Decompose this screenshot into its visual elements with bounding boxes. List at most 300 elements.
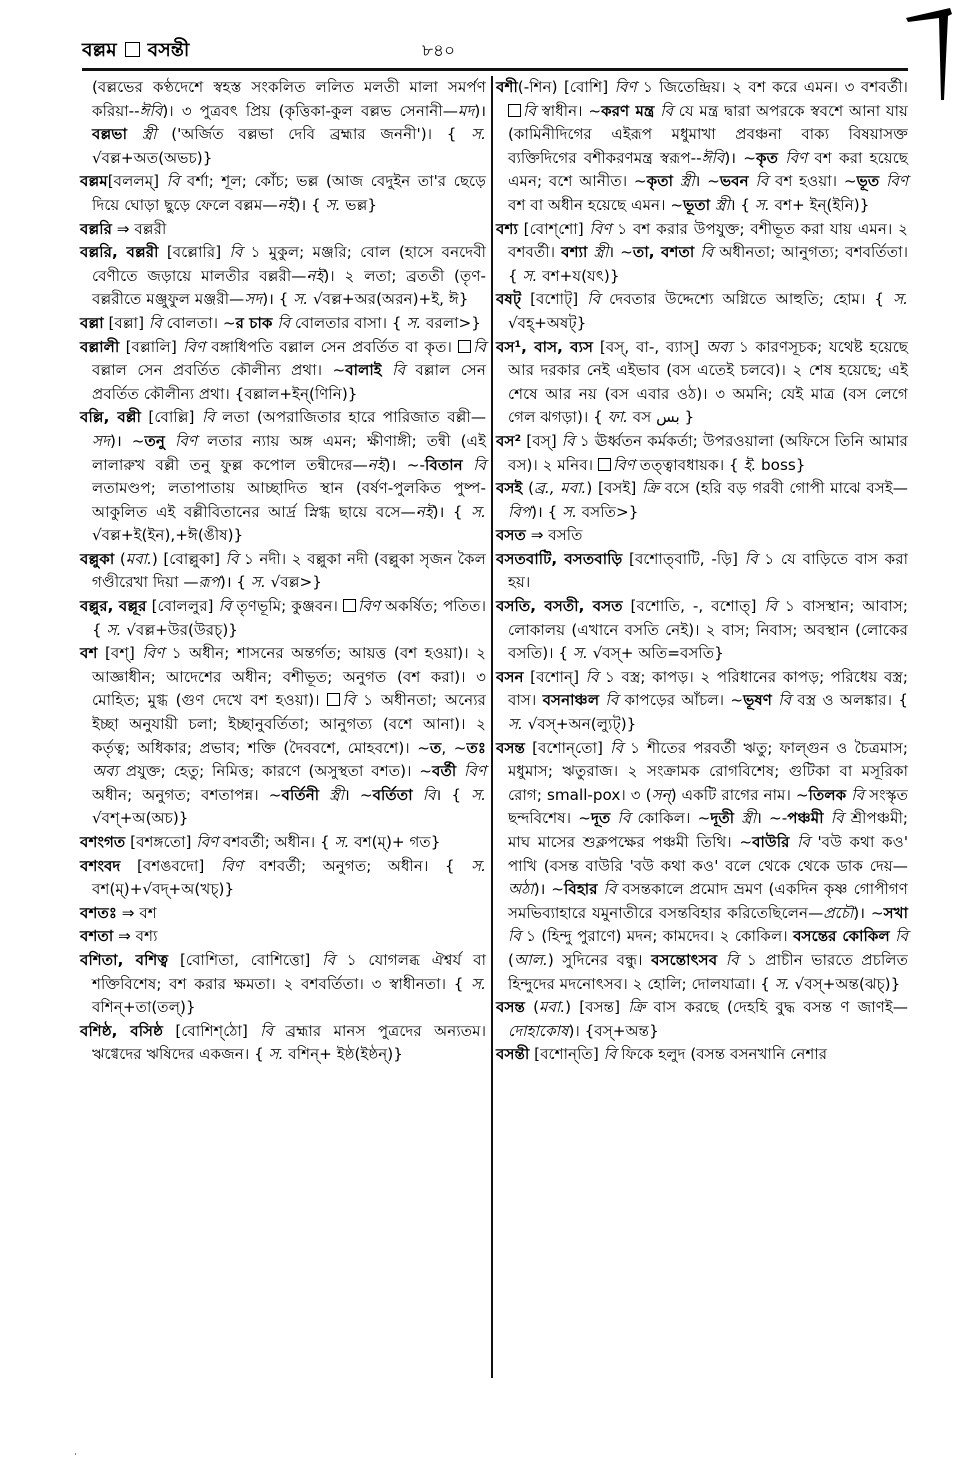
definition-text: [বস্, বা-, ব্যাস্] [593,337,707,356]
definition-text: [বশোট্] [521,290,588,309]
grammar-label: বি [225,549,239,568]
definition-text: [বশোন্‌তো] [524,738,611,757]
definition-text: )। ৩ পুত্রবৎ প্রিয় (কৃত্তিকা-কুল বল্লভ সেনানী— [162,101,458,120]
grammar-label: বি [744,549,758,568]
definition-text: বশ বা অধীন হয়েছে এমন। ~ [508,195,684,214]
definition-text: √বস্+অন(ল্যুট্)} [522,715,637,734]
grammar-label: স. [471,502,487,521]
headword: বসন্তের কোকিল [793,927,890,946]
definition-text: (-শিন) [বোশি] [517,78,615,96]
sense-box-icon [343,599,356,612]
dictionary-entry [80,218,486,242]
definition-text: বোলতা। ~ [161,313,236,332]
definition-text: বোলতার বাসা। { [290,313,407,332]
grammar-label: নই [367,455,385,474]
dictionary-entry [496,666,908,737]
left-column [80,76,486,1067]
grammar-label: বি [342,691,356,710]
thumb-index-bracket-icon [904,4,954,104]
sense-box-icon [508,104,521,117]
definition-text: ⇒ বশ্য [113,927,158,946]
definition-text: ('অর্জিত বল্লভা দেবি ব্রহ্মার জননী')। { [156,125,472,144]
dictionary-entry [80,241,486,312]
grammar-label: স. [471,125,487,144]
grammar-label: ফা. [607,408,628,427]
headword: বসন [496,667,524,686]
definition-text: ) [বসন্ত] [565,998,629,1017]
headword: বর্তী [432,762,457,781]
dictionary-entry [80,76,486,170]
definition-text: ⇒ বশ [116,903,157,922]
grammar-label: অব্য [706,337,733,356]
grammar-label: স. [893,290,909,309]
definition-text: [বশোন্] [523,667,586,686]
definition-text: বশ(ম্)+√বদ্+অ(খচ্)} [92,880,235,899]
dictionary-entry [80,642,486,831]
definition-text: √বল্ল>} [265,573,322,592]
definition-text: [বোশ্‌শো] [517,219,590,238]
definition-text: ১ ঊর্ধ্বতন কর্মকর্তা; উপরওয়ালা (অফিসে তিনি আমার বস)। ২ মনিব। [508,431,908,474]
headword: বল্লম [80,172,108,191]
headword: বসতি, বসতী, বসত [496,597,623,616]
definition-text: বশ(ম্)+ গত} [349,833,441,851]
definition-text: √বল্ল+উর(উরচ্)} [121,620,238,639]
definition-text: [বোল্লি] [140,408,202,427]
definition-text: ) একটি রাগের নাম। ~ [670,785,809,804]
definition-text: ( [522,479,535,498]
dictionary-entry [80,831,486,855]
grammar-label: ক্রি [642,479,660,498]
dictionary-entry [496,430,908,477]
definition-text: বসে (হরি বড় গরবী গোপী মাঝে বসই— [659,479,908,498]
headword: বশিতা, বশিত্ব [80,950,169,969]
grammar-label: বি [508,927,521,946]
headword: বশতঃ [80,903,117,922]
definition-text: 'বউ কথা কও' পাখি (বসন্ত বাউরি 'বউ কথা কও' বলে থেকে থেকে ডাক দেয়— [508,833,908,875]
headword: বল্লালী [80,337,120,356]
headword: বল্লরি [80,219,112,238]
definition-text: কোকিল। ~ [630,809,711,828]
definition-text: অকর্ষিত; পতিত। { [92,597,487,639]
definition-text: ( [508,950,514,969]
dictionary-entry [80,336,486,407]
definition-text: তৃণভূমি; কুঞ্জবন। [231,597,343,616]
grammar-label: বি [260,1021,273,1040]
definition-text: [বল্লোরি] [158,243,230,262]
grammar-label: বিণ [614,78,637,96]
definition-text: । ~- [756,809,788,828]
dictionary-entry [496,595,908,666]
definition-text: । { [435,785,472,804]
headword: কৃতা [646,172,674,191]
definition-text: )। [474,101,486,120]
grammar-label: বি [585,667,599,686]
grammar-label: স. [406,313,422,332]
grammar-label: বি [587,290,601,309]
definition-text [610,809,617,827]
definition-text: স্বাধীন। ~ [535,101,602,120]
grammar-label: নই [277,195,295,214]
definition-text: [বস্] [521,431,562,450]
headword: বশিষ্ঠ, বসিষ্ঠ [80,1021,163,1040]
headword: ত [429,738,442,757]
definition-text: )। { [531,502,563,521]
definition-text [319,786,329,804]
grammar-label: বি [605,691,619,710]
definition-text [165,432,175,450]
grammar-label: স. [268,1045,284,1064]
definition-text [382,361,392,379]
dictionary-entry [496,996,908,1043]
dictionary-entry [496,737,908,997]
definition-text: প্রযুক্ত; হেতু; নিমিত্ত; কারণে (অসুস্থতা বশত)। ~ [118,762,432,781]
grammar-label: বিণ [196,833,219,851]
grammar-label: প্রচৌ [823,903,854,922]
grammar-label: বি [148,313,162,332]
headword: করণ মন্ত্র [601,101,655,120]
definition-text: লতামণ্ডপ; লতাপাতায় আচ্ছাদিত স্থান (বর্ষণ-পুলকিত পুষ্প-আকুলিত এই বল্লীবিতানের আর্দ্র স্নিগ্ধ ছায়ে বসে— [92,479,486,521]
definition-text: [বোশিশ্‌ঠো] [162,1021,261,1040]
headword: বশ্যা [561,243,588,262]
definition-text: বঙ্গাধিপতি বল্লাল সেন প্রবর্তিত বা কৃত। [205,337,459,356]
grammar-label: মদ [457,101,475,120]
dictionary-entry [80,902,486,926]
definition-text: বর্শা; শূল; কোঁচ; ভল্ল (আজ বেদুইন তা'র ছেড়ে দিয়ে ঘোড়া ছুড়ে ফেলে বল্লম— [92,172,486,214]
definition-text: বশবর্তী; অধীন। { [218,833,335,851]
grammar-label: বি [392,361,405,380]
grammar-label: বিণ [464,762,486,781]
grammar-label: স. [250,573,266,592]
definition-text [824,809,831,827]
definition-text: [বল্লা] [103,313,149,332]
header-rule [82,68,908,71]
grammar-label: মবা. [125,549,152,568]
definition-text: √বল্ল+ই(ইন),+ঈ(ঙীষ)} [92,526,244,545]
grammar-label: অব্য [92,762,119,781]
definition-text: ) সুদিনের বন্ধু। [547,950,652,969]
definition-text: [বশোতি, -, বশোত্] [622,597,765,616]
grammar-label: বি [851,785,865,804]
grammar-label: বি [764,597,778,616]
headword: বল্লুর, বল্লূর [80,597,147,616]
definition-text: ১ শীতের পরবর্তী ঋতু; ফাল্গুন ও চৈত্রমাস; মধুমাস; ঋতুরাজ। ২ সংক্রামক রোগবিশেষ; গুটিকা বা মসূরিকা রোগ; small-pox। ৩ ( [508,738,908,804]
grammar-label: বি [561,431,575,450]
headword: বশংগত [80,833,126,851]
grammar-label: স. [325,195,341,214]
headword: বল্লভা [92,125,127,144]
definition-text: ১ অধীন; শাসনের অন্তর্গত; আয়ত্ত (বশ হওয়া)। ২ আজ্ঞাধীন; আদেশের অধীন; বশীভূত; অনুগত (বশ করা)। ৩ মোহিত; মুগ্ধ (গুণ দেখে বশ হওয়া)। [92,644,486,710]
definition-text: বশিন্+ ইষ্ঠ(ইষ্ঠন্)} [283,1045,403,1064]
grammar-label: স. [106,620,122,639]
grammar-label: বি [610,738,623,757]
grammar-label: স্ত্রী [593,243,609,262]
definition-text: )। ~- [384,455,426,474]
definition-text: । ~ [344,785,373,804]
dictionary-entry [80,595,486,642]
grammar-label: স্ত্রী [715,195,730,214]
definition-text [673,172,680,190]
headword: বসন্ত [496,738,525,757]
definition-text: ১ নদী। ২ বল্লুকা নদী (বল্লুকা সৃজন কৈল গণ্ডীরেখা দিয়া — [92,549,486,592]
definition-text: [বশোন্‌তি] [529,1045,604,1064]
headword: কৃত [755,148,778,167]
headword: বিহার [564,880,598,899]
grammar-label: বিপ [508,502,532,521]
grammar-label: দোহাকোষ [508,1021,569,1040]
definition-text: )। ২ লতা; ব্রততী (তৃণ-বল্লরীতে মঞ্জুফুল মঞ্জরী— [92,266,486,309]
headword: ভূতা [683,195,711,214]
definition-text [463,456,474,474]
definition-text: বশ+য(যৎ)} [537,266,620,285]
dictionary-entry [496,336,908,430]
grammar-label: স. [562,502,577,521]
definition-text [789,833,797,851]
definition-text: √বস্+অন্ত(ঝচ্)} [789,974,901,993]
guide-separator-box-icon [125,42,140,57]
dictionary-entry [496,288,908,335]
headword: বষট্ [496,290,522,309]
definition-text: [বশঙ্গতো] [125,833,197,851]
definition-text: )। { [294,195,326,214]
definition-text: তত্ত্বাবধায়ক। { [634,455,744,474]
grammar-label: বি [895,927,909,946]
grammar-label: বিণ [612,455,635,474]
definition-text: )। { [219,573,251,592]
definition-text: লতার ন্যায় অঙ্গ এমন; ক্ষীণাঙ্গী; তন্বী (এই লালারুখ বল্লী তনু ফুল্ল কপোল তন্বীদের— [92,431,486,474]
headword: বসত [496,526,526,545]
definition-text: √বহ্+অষট্} [508,313,587,332]
grammar-label: স. [572,644,588,663]
definition-text: √বল্ল+অর(অরন)+ই, ঈ} [308,290,469,309]
grammar-label: বিণ [175,431,197,450]
definition-text: ১ প্রাচীন ভারতে প্রচলিত হিন্দুদের মদনোৎসব। ২ হোলি; দোলযাত্রা। { [508,950,908,993]
grammar-label: মবা. [539,998,566,1017]
definition-text: বশিন্+তা(তল্)} [92,998,196,1017]
definition-text [456,762,464,780]
grammar-label: বি [277,313,291,332]
definition-text: ( [524,998,540,1017]
grammar-label: ই. [743,455,757,474]
headword: ভবন [719,172,749,191]
headword: র চাক [235,313,273,332]
definition-text: দেবতার উদ্দেশ্যে অগ্নিতে আহুতি; হোম। { [600,290,894,309]
definition-text: [বোললুর] [146,597,219,616]
definition-text: )। ~ [853,903,884,922]
headword: বশতা [80,927,114,946]
definition-text: )। ~ [110,431,145,450]
definition-text: বল্লাল সেন প্রবর্তিত কৌলীন্য প্রথা। {বল্লাল+ইন্(ণিনি)} [92,361,486,403]
headword: বশী [496,78,518,96]
definition-text: বস্ত্র ও অলঙ্কার। { [791,691,909,710]
definition-text: বস بس } [627,408,695,427]
definition-text: ব্রহ্মার মানস পুত্রদের অন্যতম। ঋগ্বেদের ঋষিদের একজন। { [92,1021,486,1064]
definition-text: ফিকে হলুদ (বসন্ত বসনখানি নেশার [616,1045,828,1064]
headword: দূতী [710,809,735,828]
definition-text: ) [বোল্লুকা] [151,549,226,568]
grammar-label: বি [603,1045,617,1064]
grammar-label: বি [778,691,792,710]
dictionary-entry [496,218,908,289]
guide-words [82,36,189,68]
definition-text: ⇒ বল্লরী [111,219,167,238]
grammar-label: বি [700,243,714,262]
grammar-label: বিণ [785,148,808,167]
headword: বসন্তোৎসব [651,950,718,969]
dictionary-entry [80,855,486,902]
dictionary-entry [80,925,486,949]
grammar-label: সদ [92,431,111,450]
headword: বস¹, বাস, ব্যস [496,337,594,356]
grammar-label: স. [754,195,770,214]
grammar-label: বিণ [142,644,165,663]
definition-text: অধীন; অনুগত; বশতাপন্ন। ~ [92,785,282,804]
headword: ভূষণ [743,691,772,710]
grammar-label: স্ত্রী [141,125,157,144]
grammar-label: স. [471,974,486,993]
grammar-label: বি [725,950,739,969]
definition-text: ১ যোগলব্ধ ঐশ্বর্য বা শক্তিবিশেষ; বশ করার ক্ষমতা। ২ বশবর্তিতা। ৩ স্বাধীনতা। { [92,950,486,993]
scan-speck: · [74,1450,77,1460]
dictionary-entry [496,524,908,548]
dictionary-entry [80,406,486,548]
grammar-label: স. [774,974,790,993]
definition-text: ⇒ বসতি [525,526,583,545]
dictionary-entry [496,1043,908,1067]
headword: তনু [144,431,165,450]
definition-text: ) [বসই] [586,479,643,498]
headword: বসন্তী [496,1045,530,1064]
headword: বল্লা [80,313,104,332]
grammar-label: স. [522,266,538,285]
definition-text: √বশ্+অ(অচ)} [92,809,189,828]
definition-text: বশ+ ইন্(ইনি)} [769,195,870,214]
definition-text: লতা (অপরাজিতার হারে পারিজাত বল্লী— [214,408,487,427]
sense-box-icon [327,693,340,706]
definition-text: [বশোত্‌বাটি, -ড়ি] [622,549,745,568]
definition-text [127,125,142,143]
headword: বসতবাটি, বসতবাড়ি [496,549,623,568]
grammar-label: বি [422,785,436,804]
grammar-label: স. [508,715,523,734]
definition-text: বশ হওয়া। ~ [768,172,857,191]
right-column [496,76,908,1067]
grammar-label: বি [523,101,536,120]
definition-text: ১ (হিন্দু পুরাণে) মদন; কামদেব। ২ কোকিল। [520,927,794,946]
dictionary-entry [496,548,908,595]
grammar-label: স. [293,290,309,309]
headword: বশ [80,644,98,663]
definition-text: বশ করা হয়েছে এমন; বশে আনীত। ~ [508,148,909,191]
definition-text: অধীনতা; আনুগত্য; বশবর্তিতা। { [508,243,909,285]
grammar-label: বি [603,880,617,899]
headword: বর্তিনী [281,785,320,804]
grammar-label: বি [218,597,232,616]
grammar-label: আল. [513,950,548,969]
dictionary-entry [496,477,908,524]
definition-text: বশবর্তী; অনুগত; অধীন। { [242,856,472,875]
headword: তঃ [466,738,486,757]
grammar-label: ক্রি [628,998,646,1017]
definition-text: )। ~ [533,880,565,899]
headword: বাউরি [752,833,790,851]
grammar-label: সন্ [651,785,671,804]
page-number: ৮৪০ [422,41,456,61]
dictionary-entry [80,949,486,1020]
definition-text: [বল্লালি] [119,337,184,356]
definition-text: ( [114,549,126,568]
grammar-label: নই [306,266,324,285]
definition-text: [বললম্] [107,172,167,191]
guide-word-first: বল্লম [82,39,117,61]
definition-text: )। { [432,502,472,521]
definition-text: ১ বস্ত্র; কাপড়। ২ পরিধানের কাপড়; পরিধেয় বস্ত্র; বাস। [508,667,908,710]
definition-text: ১ বাসস্থান; আবাস; লোকালয় (এখানে বসতি নেই)। ২ বাস; নিবাস; অবস্থান (লোকের বসতি)। { [508,597,909,663]
grammar-label: বি [473,455,487,474]
definition-text: (বল্লভের কণ্ঠদেশে স্বহস্ত সংকলিত ললিত মলতী মালা সমর্পণ করিয়া-- [92,78,486,120]
definition-text: ১ যে বাড়িতে বাস করা হয়। [508,549,908,592]
headword: বস² [496,431,522,450]
grammar-label: সদ [244,290,263,309]
grammar-label: বি [797,833,810,851]
grammar-label: বি [473,337,486,356]
dictionary-entry [80,548,486,595]
grammar-label: স. [471,856,486,875]
headword: বসই [496,479,523,498]
grammar-label: বি [660,101,673,120]
headword: তিলক [808,785,847,804]
headword: বশ্য [496,219,518,238]
grammar-label: বি [617,809,631,828]
definition-text: )। ~ [724,148,756,167]
grammar-label: বিণ [357,597,380,616]
grammar-label: বি [755,172,769,191]
definition-text: √বস্+ অতি=বসতি} [587,644,724,663]
definition-text: শ্রীপঞ্চমী; মাঘ মাসের শুক্লপক্ষের পঞ্চমী তিথি। ~ [508,809,909,851]
headword: বল্লুকা [80,549,115,568]
grammar-label: স্ত্রী [741,809,757,828]
grammar-label: রূপ [198,573,220,592]
definition-text: কাপড়ের আঁচল। ~ [618,691,744,710]
grammar-label: ঈবি [701,148,725,167]
definition-text: ১ কারণসূচক; যথেষ্ট হয়েছে আর দরকার নেই এইভাব (বস এতেই চলবে)। ২ শেষ হয়েছে; এই শেষে আর নয় (বস এবার ওঠ)। ৩ অমনি; যেই মাত্র (বস লেগে গেল ঝগড়া)। { [508,337,909,427]
grammar-label: স. [334,833,350,851]
headword: বর্তিতা [372,785,413,804]
headword: বসন্ত [496,998,525,1017]
grammar-label: স্ত্রী [679,172,695,191]
headword: দূত [590,809,611,828]
definition-text: বসতি>} [576,502,639,521]
grammar-label: ব্র., মবা. [534,479,587,498]
headword: বালাই [345,361,382,380]
dictionary-entry [496,76,908,218]
definition-text [413,786,423,804]
definition-text: বাস করছে (দেহহি বুদ্ধ বসন্ত ণ জাণই— [645,998,908,1017]
definition-text: )। { [262,290,294,309]
guide-word-last: বসন্তী [147,39,190,61]
definition-text: বল্লাল সেন প্রবর্তিত কৌলীন্য প্রথা। ~ [92,361,346,380]
column-divider [491,76,493,1378]
definition-text: । { [729,195,755,214]
headword: বিতান [425,455,463,474]
grammar-label: স্ত্রী [329,785,345,804]
grammar-label: বি [229,243,243,262]
definition-text: যে মন্ত্র দ্বারা অপরকে স্ববশে আনা যায় (কামিনীদিগের এইরূপ মধুমাখা প্রবঞ্চনা বাক্য বিষয়াসক্ত ব্যক্তিদিগের বশীকরণমন্ত্র স্বরূপ-- [508,101,908,167]
dictionary-entry [80,170,486,217]
grammar-label: বি [830,809,844,828]
definition-text: [বোশিতা, বোশিত্তো] [168,950,323,969]
headword: পঞ্চমী [787,809,824,828]
grammar-label: বিণ [589,219,612,238]
